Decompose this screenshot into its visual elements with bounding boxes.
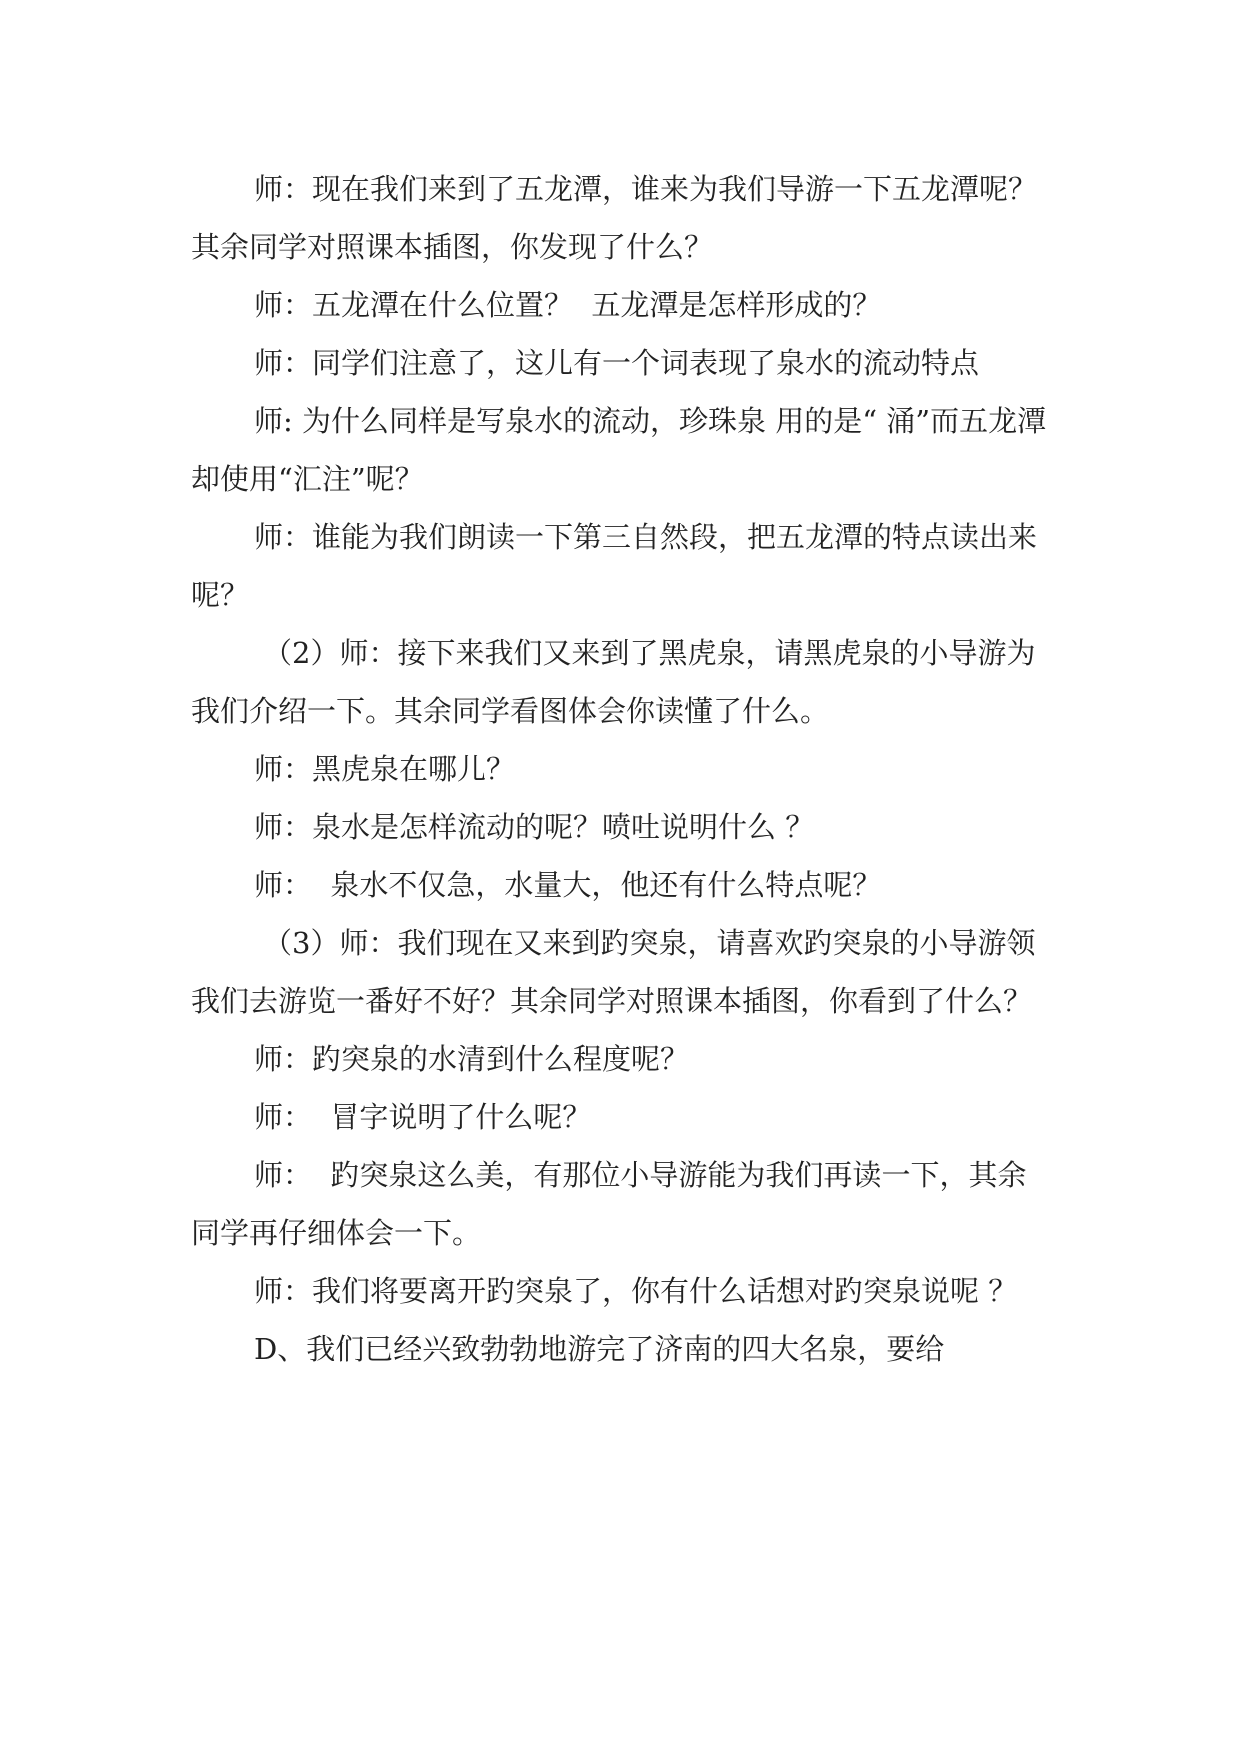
paragraph-4: 师: 为什么同样是写泉水的流动，珍珠泉 用的是“ 涌”而五龙潭却使用“汇注”呢？	[191, 404, 1047, 496]
paragraph-3: 师：同学们注意了，这儿有一个词表现了泉水的流动特点	[254, 346, 980, 380]
paragraph-10: （3）师：我们现在又来到趵突泉，请喜欢趵突泉的小导游领我们去游览一番好不好？其余同学对照课本插图，你看到了什么？	[191, 926, 1036, 1018]
paragraph-11: 师：趵突泉的水清到什么程度呢？	[254, 1042, 690, 1076]
paragraph-8: 师：泉水是怎样流动的呢？喷吐说明什么 ？	[254, 810, 815, 844]
paragraph-1: 师：现在我们来到了五龙潭，谁来为我们导游一下五龙潭呢？其余同学对照课本插图，你发现了什么？	[191, 172, 1038, 264]
paragraph-5: 师：谁能为我们朗读一下第三自然段，把五龙潭的特点读出来呢？	[191, 520, 1038, 612]
paragraph-2: 师：五龙潭在什么位置？ 五龙潭是怎样形成的？	[254, 288, 882, 322]
paragraph-13: 师： 趵突泉这么美，有那位小导游能为我们再读一下，其余同学再仔细体会一下。	[191, 1158, 1027, 1250]
document-body	[191, 160, 1051, 1378]
paragraph-15: D、我们已经兴致勃勃地游完了济南的四大名泉，要给	[254, 1332, 945, 1366]
paragraph-7: 师：黑虎泉在哪儿？	[254, 752, 516, 786]
paragraph-14: 师：我们将要离开趵突泉了，你有什么话想对趵突泉说呢 ？	[254, 1274, 1018, 1308]
paragraph-9: 师： 泉水不仅急，水量大，他还有什么特点呢？	[254, 868, 882, 902]
paragraph-6: （2）师：接下来我们又来到了黑虎泉，请黑虎泉的小导游为我们介绍一下。其余同学看图体会你读懂了什么。	[191, 636, 1036, 728]
paragraph-12: 师： 冒字说明了什么呢？	[254, 1100, 592, 1134]
